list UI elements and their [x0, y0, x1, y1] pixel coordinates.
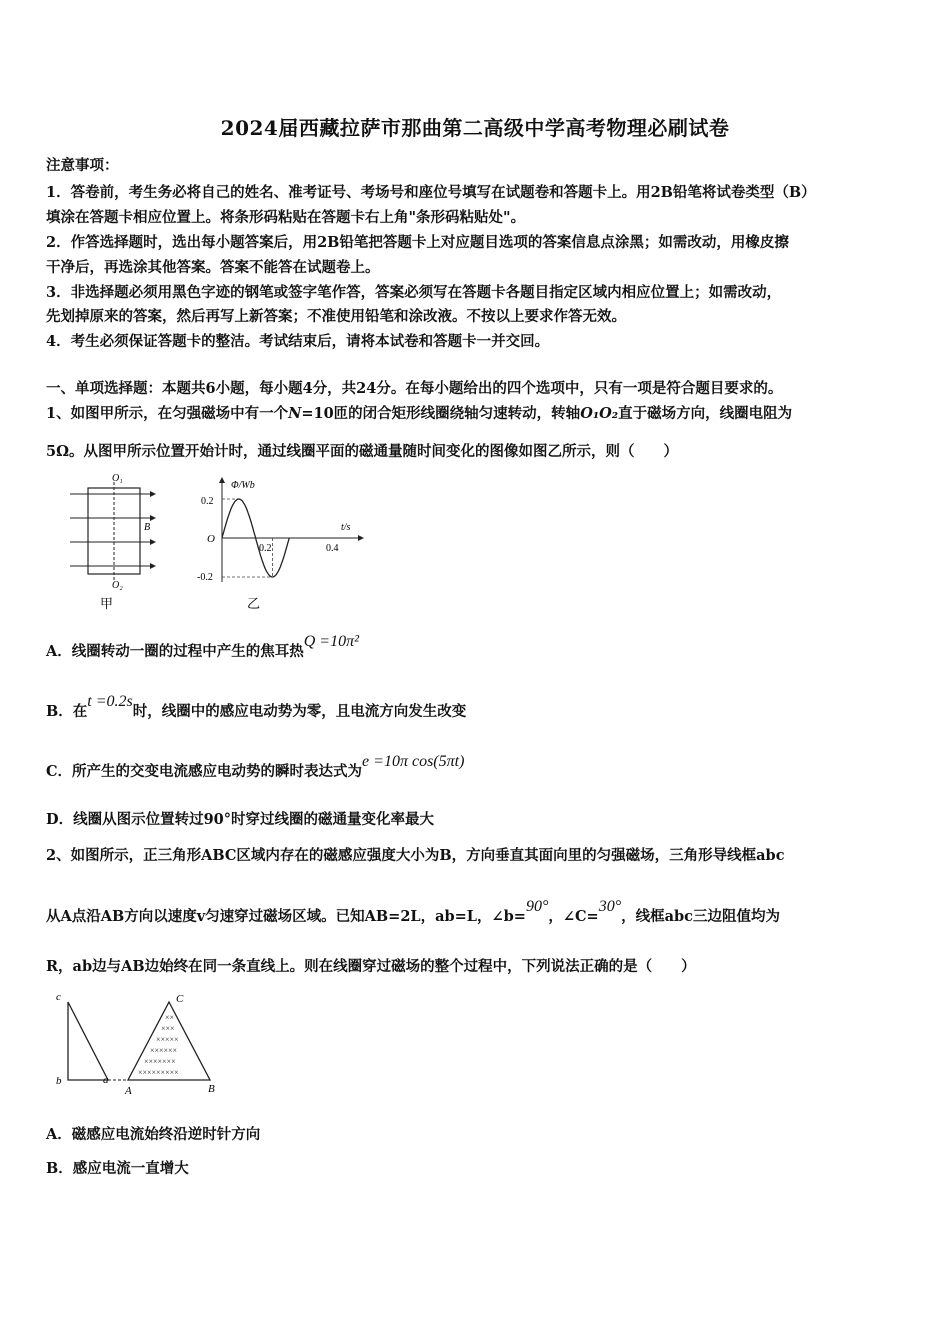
field-b-label: B	[144, 522, 151, 533]
chart-x-label: t/s	[341, 522, 351, 533]
option-text: 时，线圈中的感应电动势为零，且电流方向发生改变	[132, 703, 467, 720]
figure-yi-chart	[195, 470, 370, 615]
q1-option-a[interactable]	[46, 633, 359, 661]
svg-text:×××××××××: ×××××××××	[138, 1068, 179, 1077]
q2-stem-line1: 2、如图所示，正三角形ABC区域内存在的磁感应强度大小为B，方向垂直其面向里的匀强磁场，三角形导线框abc	[46, 847, 785, 864]
figure-caption: 乙	[247, 596, 261, 611]
figure-jia	[60, 470, 170, 615]
axis-o1-label: O₁	[112, 473, 123, 484]
label-a: a	[103, 1074, 109, 1086]
notice-line: 填涂在答题卡相应位置上。将条形码粘贴在答题卡右上角"条形码粘贴处"。	[46, 209, 526, 226]
angle-b-value: 90°	[525, 898, 549, 915]
chart-y-tick-label: 0.2	[201, 496, 214, 507]
axis-o2-label: O₂	[112, 580, 123, 591]
q2-option-a[interactable]: A．磁感应电流始终沿逆时针方向	[46, 1126, 261, 1143]
label-A: A	[125, 1085, 132, 1097]
q2-stem-line3: R，ab边与AB边始终在同一条直线上。则在线圈穿过磁场的整个过程中，下列说法正确的是（ ）	[46, 958, 696, 975]
q1-option-c[interactable]	[46, 753, 465, 781]
q1-option-d[interactable]: D．线圈从图示位置转过90°时穿过线圈的磁通量变化率最大	[46, 811, 435, 828]
label-c: c	[56, 991, 61, 1003]
q1-text: 直于磁场方向，线圈电阻为	[618, 405, 793, 422]
notice-heading: 注意事项：	[46, 157, 119, 174]
notice-line: 4．考生必须保证答题卡的整洁。考试结束后，请将本试卷和答题卡一并交回。	[46, 333, 550, 350]
notice-line: 1．答卷前，考生务必将自己的姓名、准考证号、考场号和座位号填写在试题卷和答题卡上。用2B铅笔将试卷类型（B）	[46, 184, 816, 201]
notice-line: 干净后，再选涂其他答案。答案不能答在试题卷上。	[46, 259, 380, 276]
svg-text:××: ××	[165, 1013, 175, 1022]
figure-caption: 甲	[100, 596, 114, 611]
svg-text:××××××: ××××××	[150, 1046, 178, 1055]
notice-line: 先划掉原来的答案，然后再写上新答案；不准使用铅笔和涂改液。不按以上要求作答无效。	[46, 308, 626, 325]
q2-text: ，线框abc三边阻值均为	[621, 908, 780, 925]
svg-text:×××: ×××	[161, 1024, 175, 1033]
q1-text: =10匝的闭合矩形线圈绕轴匀速转动，转轴	[301, 405, 581, 422]
q2-text: 从A点沿AB方向以速度v匀速穿过磁场区域。已知AB=2L，ab=L，∠b=	[46, 908, 526, 925]
option-text: B．在	[46, 703, 88, 720]
chart-x-tick-label: 0.4	[326, 543, 339, 554]
q1-text: 1、如图甲所示，在匀强磁场中有一个	[46, 405, 289, 422]
chart-origin-label: O	[207, 533, 215, 545]
option-math: e =10π cos(5πt)	[362, 753, 465, 770]
option-math: t =0.2s	[87, 693, 133, 710]
q1-n-symbol: N	[288, 405, 302, 422]
svg-text:×××××××: ×××××××	[144, 1057, 176, 1066]
field-lines	[70, 494, 155, 566]
notice-line: 3．非选择题必须用黑色字迹的钢笔或签字笔作答，答案必须写在答题卡各题目指定区域内相应位置上；如需改动，	[46, 284, 782, 301]
label-C: C	[176, 993, 184, 1005]
label-b: b	[56, 1075, 62, 1087]
option-text: C．所产生的交变电流感应电动势的瞬时表达式为	[46, 763, 363, 780]
label-B: B	[208, 1083, 215, 1095]
q1-axis-symbol: O₁O₂	[580, 405, 619, 422]
figure-q2	[48, 990, 233, 1100]
q2-option-b[interactable]: B．感应电流一直增大	[46, 1160, 189, 1177]
option-text: A．线圈转动一圈的过程中产生的焦耳热	[46, 643, 304, 660]
q2-text: ，∠C=	[548, 908, 599, 925]
chart-y-tick-label: -0.2	[197, 572, 213, 583]
q1-stem-line1	[46, 402, 792, 423]
q1-option-b[interactable]	[46, 693, 467, 721]
angle-c-value: 30°	[598, 898, 622, 915]
option-math: Q =10π²	[303, 633, 359, 650]
q1-stem-line2: 5Ω。从图甲所示位置开始计时，通过线圈平面的磁通量随时间变化的图像如图乙所示，则（ ）	[46, 443, 678, 460]
notice-line: 2．作答选择题时，选出每小题答案后，用2B铅笔把答题卡上对应题目选项的答案信息点涂黑；如需改动，用橡皮擦	[46, 234, 789, 251]
page-title: 2024届西藏拉萨市那曲第二高级中学高考物理必刷试卷	[220, 116, 730, 140]
chart-x-tick-label: 0.2	[259, 543, 272, 554]
coil-rectangle	[88, 488, 140, 574]
wire-frame-abc	[68, 1002, 108, 1080]
section-heading: 一、单项选择题：本题共6小题，每小题4分，共24分。在每小题给出的四个选项中，只有一项是符合题目要求的。	[46, 380, 783, 397]
q2-stem-line2	[46, 898, 780, 926]
chart-y-label: Φ/Wb	[231, 480, 255, 491]
svg-text:×××××: ×××××	[156, 1035, 179, 1044]
